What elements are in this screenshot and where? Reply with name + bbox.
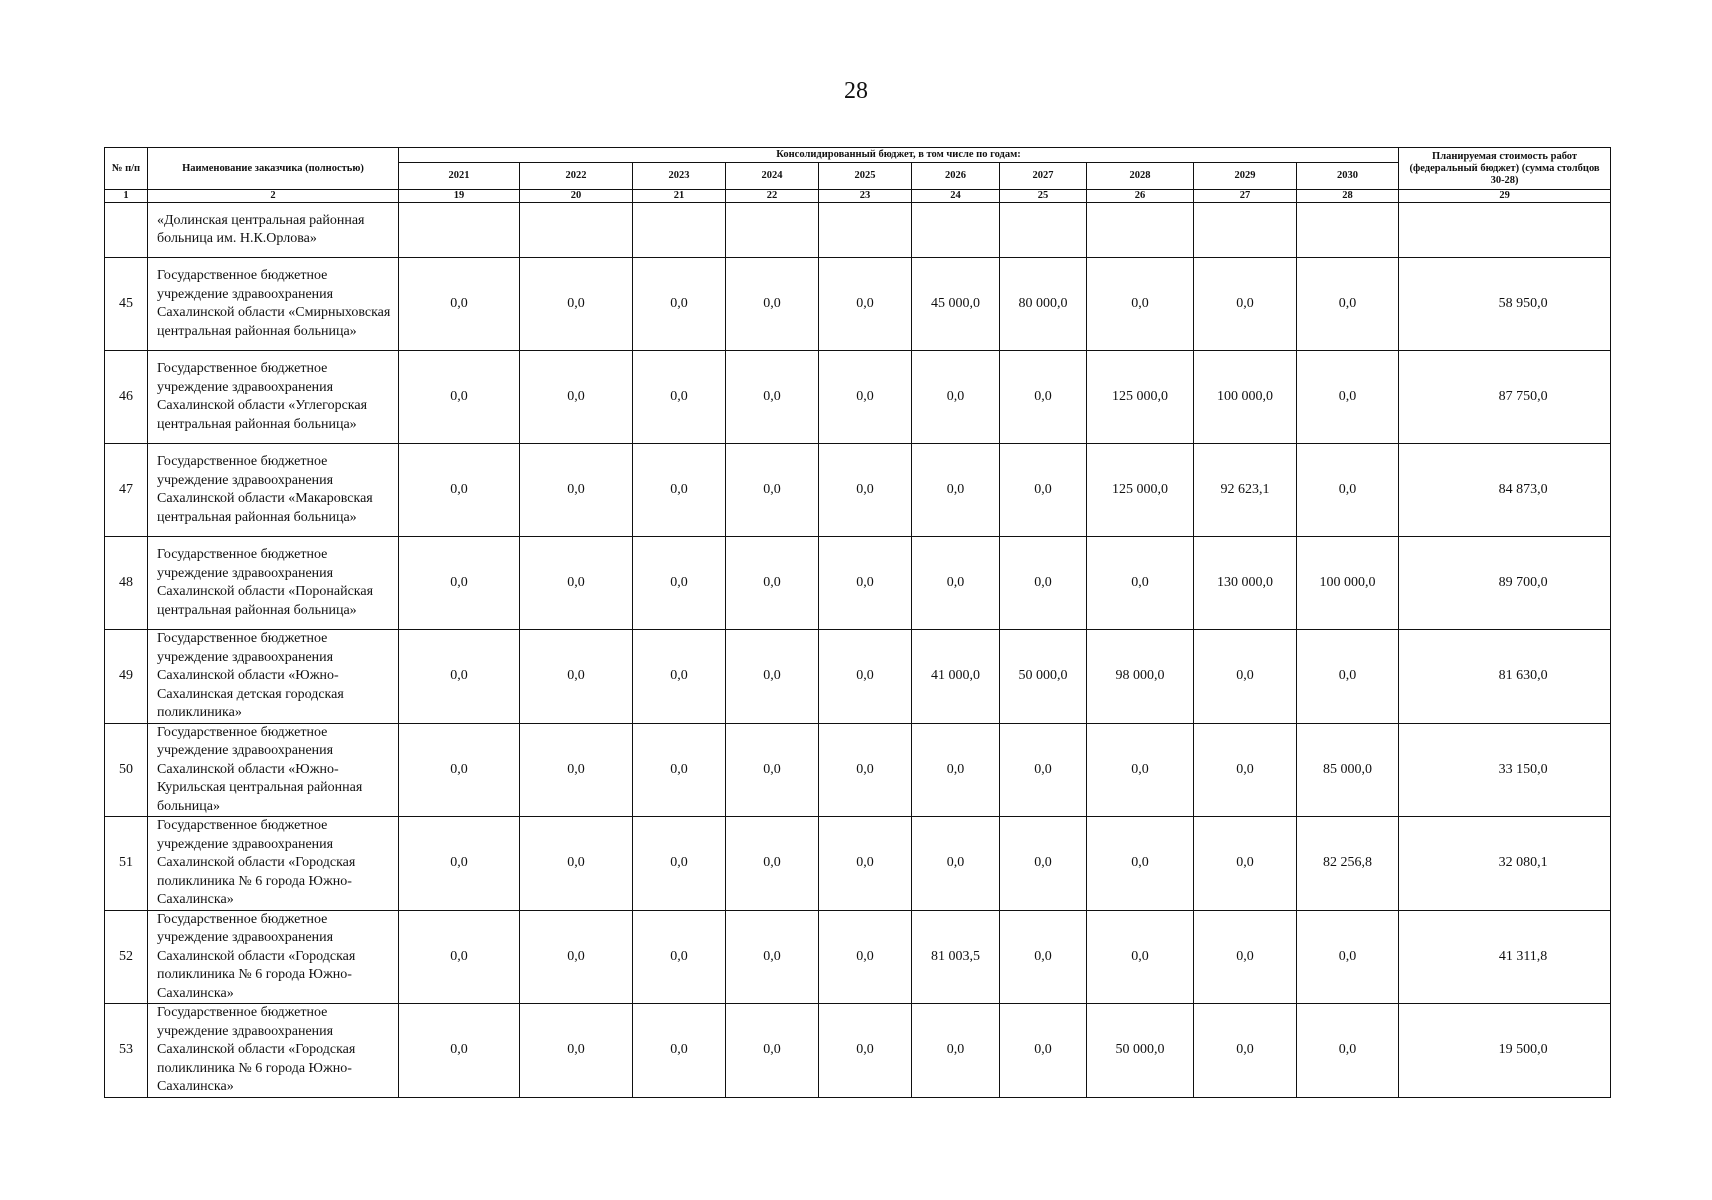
value-cell-2026: 0,0 — [912, 723, 1000, 817]
value-cell-2025: 0,0 — [819, 258, 912, 351]
value-cell-2026: 0,0 — [912, 351, 1000, 444]
value-cell-2021: 0,0 — [399, 910, 520, 1004]
column-number: 25 — [1000, 190, 1087, 203]
header-row-top — [105, 148, 1611, 163]
total-cell: 89 700,0 — [1399, 537, 1611, 630]
table-row — [105, 537, 1611, 630]
row-num-cell: 50 — [105, 723, 148, 817]
value-cell-2030: 0,0 — [1297, 351, 1399, 444]
table-body — [105, 203, 1611, 1098]
value-cell — [912, 203, 1000, 258]
value-cell-2026: 81 003,5 — [912, 910, 1000, 1004]
total-cell: 41 311,8 — [1399, 910, 1611, 1004]
row-num-cell: 53 — [105, 1004, 148, 1098]
value-cell-2027: 0,0 — [1000, 444, 1087, 537]
row-num-cell: 48 — [105, 537, 148, 630]
value-cell-2030: 0,0 — [1297, 630, 1399, 724]
value-cell-2030: 0,0 — [1297, 1004, 1399, 1098]
value-cell-2021: 0,0 — [399, 723, 520, 817]
header-year-2029: 2029 — [1194, 163, 1297, 190]
table-row — [105, 351, 1611, 444]
value-cell-2026: 0,0 — [912, 444, 1000, 537]
value-cell-2023: 0,0 — [633, 537, 726, 630]
value-cell-2024: 0,0 — [726, 537, 819, 630]
column-number: 1 — [105, 190, 148, 203]
value-cell-2024: 0,0 — [726, 351, 819, 444]
value-cell-2030: 0,0 — [1297, 444, 1399, 537]
value-cell-2028: 50 000,0 — [1087, 1004, 1194, 1098]
header-year-2030: 2030 — [1297, 163, 1399, 190]
total-cell: 32 080,1 — [1399, 817, 1611, 911]
column-number: 20 — [520, 190, 633, 203]
value-cell-2027: 0,0 — [1000, 817, 1087, 911]
table-row — [105, 1004, 1611, 1098]
value-cell — [1194, 203, 1297, 258]
header-year-2021: 2021 — [399, 163, 520, 190]
value-cell-2027: 0,0 — [1000, 537, 1087, 630]
total-cell: 81 630,0 — [1399, 630, 1611, 724]
value-cell-2028: 125 000,0 — [1087, 351, 1194, 444]
value-cell-2025: 0,0 — [819, 817, 912, 911]
value-cell-2022: 0,0 — [520, 444, 633, 537]
customer-name-cell: Государственное бюджетное учреждение здравоохранения Сахалинской области «Южно-Сахалинская детская городская поликлиника» — [148, 630, 399, 724]
value-cell-2024: 0,0 — [726, 817, 819, 911]
row-num-cell: 49 — [105, 630, 148, 724]
column-number: 2 — [148, 190, 399, 203]
column-number: 22 — [726, 190, 819, 203]
value-cell-2026: 45 000,0 — [912, 258, 1000, 351]
value-cell-2023: 0,0 — [633, 258, 726, 351]
header-year-2027: 2027 — [1000, 163, 1087, 190]
value-cell-2029: 0,0 — [1194, 723, 1297, 817]
value-cell — [1087, 203, 1194, 258]
value-cell-2028: 0,0 — [1087, 537, 1194, 630]
value-cell-2023: 0,0 — [633, 351, 726, 444]
column-numbers-row — [105, 190, 1611, 203]
header-customer: Наименование заказчика (полностью) — [148, 148, 399, 190]
value-cell-2026: 0,0 — [912, 537, 1000, 630]
value-cell-2029: 0,0 — [1194, 1004, 1297, 1098]
total-cell: 19 500,0 — [1399, 1004, 1611, 1098]
column-number: 23 — [819, 190, 912, 203]
value-cell-2021: 0,0 — [399, 817, 520, 911]
header-year-2025: 2025 — [819, 163, 912, 190]
value-cell-2022: 0,0 — [520, 351, 633, 444]
value-cell-2030: 0,0 — [1297, 258, 1399, 351]
value-cell — [633, 203, 726, 258]
value-cell-2028: 0,0 — [1087, 910, 1194, 1004]
value-cell-2029: 0,0 — [1194, 258, 1297, 351]
total-cell: 58 950,0 — [1399, 258, 1611, 351]
value-cell-2022: 0,0 — [520, 630, 633, 724]
row-num-cell: 45 — [105, 258, 148, 351]
value-cell-2029: 0,0 — [1194, 630, 1297, 724]
value-cell-2027: 0,0 — [1000, 910, 1087, 1004]
budget-table — [104, 147, 1611, 1098]
header-year-2024: 2024 — [726, 163, 819, 190]
row-num-cell: 47 — [105, 444, 148, 537]
value-cell-2026: 41 000,0 — [912, 630, 1000, 724]
customer-name-cell: Государственное бюджетное учреждение здравоохранения Сахалинской области «Смирныховская центральная районная больница» — [148, 258, 399, 351]
value-cell-2025: 0,0 — [819, 444, 912, 537]
value-cell-2027: 80 000,0 — [1000, 258, 1087, 351]
total-cell: 33 150,0 — [1399, 723, 1611, 817]
customer-name-cell: Государственное бюджетное учреждение здравоохранения Сахалинской области «Городская поликлиника № 6 города Южно-Сахалинска» — [148, 910, 399, 1004]
page-number: 28 — [844, 78, 868, 104]
header-year-2028: 2028 — [1087, 163, 1194, 190]
column-number: 24 — [912, 190, 1000, 203]
value-cell-2024: 0,0 — [726, 444, 819, 537]
total-cell — [1399, 203, 1611, 258]
value-cell — [1000, 203, 1087, 258]
value-cell-2021: 0,0 — [399, 444, 520, 537]
value-cell — [819, 203, 912, 258]
value-cell-2030: 82 256,8 — [1297, 817, 1399, 911]
value-cell-2027: 0,0 — [1000, 1004, 1087, 1098]
value-cell-2023: 0,0 — [633, 817, 726, 911]
value-cell-2022: 0,0 — [520, 537, 633, 630]
value-cell-2021: 0,0 — [399, 258, 520, 351]
value-cell-2029: 0,0 — [1194, 910, 1297, 1004]
total-cell: 87 750,0 — [1399, 351, 1611, 444]
value-cell — [1297, 203, 1399, 258]
value-cell-2025: 0,0 — [819, 351, 912, 444]
column-number: 19 — [399, 190, 520, 203]
value-cell-2028: 125 000,0 — [1087, 444, 1194, 537]
table-row — [105, 817, 1611, 911]
row-num-cell: 52 — [105, 910, 148, 1004]
value-cell-2024: 0,0 — [726, 723, 819, 817]
row-num-cell: 51 — [105, 817, 148, 911]
value-cell-2022: 0,0 — [520, 910, 633, 1004]
header-year-2023: 2023 — [633, 163, 726, 190]
value-cell-2023: 0,0 — [633, 444, 726, 537]
table-row — [105, 630, 1611, 724]
value-cell — [520, 203, 633, 258]
customer-name-cell: Государственное бюджетное учреждение здравоохранения Сахалинской области «Макаровская центральная районная больница» — [148, 444, 399, 537]
value-cell-2022: 0,0 — [520, 258, 633, 351]
value-cell-2029: 0,0 — [1194, 817, 1297, 911]
value-cell-2021: 0,0 — [399, 351, 520, 444]
table-row — [105, 723, 1611, 817]
value-cell-2025: 0,0 — [819, 723, 912, 817]
customer-name-cell: Государственное бюджетное учреждение здравоохранения Сахалинской области «Углегорская центральная районная больница» — [148, 351, 399, 444]
value-cell-2030: 0,0 — [1297, 910, 1399, 1004]
row-num-cell: 46 — [105, 351, 148, 444]
value-cell-2028: 0,0 — [1087, 258, 1194, 351]
column-number: 29 — [1399, 190, 1611, 203]
header-planned-cost: Планируемая стоимость работ (федеральный бюджет) (сумма столбцов 30-28) — [1399, 148, 1611, 190]
table-row — [105, 910, 1611, 1004]
total-cell: 84 873,0 — [1399, 444, 1611, 537]
header-consolidated-budget: Консолидированный бюджет, в том числе по годам: — [399, 148, 1399, 163]
value-cell-2023: 0,0 — [633, 723, 726, 817]
column-number: 28 — [1297, 190, 1399, 203]
column-number: 21 — [633, 190, 726, 203]
value-cell-2023: 0,0 — [633, 910, 726, 1004]
header-year-2022: 2022 — [520, 163, 633, 190]
value-cell-2028: 0,0 — [1087, 723, 1194, 817]
customer-name-cell: Государственное бюджетное учреждение здравоохранения Сахалинской области «Южно-Курильская центральная районная больница» — [148, 723, 399, 817]
row-num-cell — [105, 203, 148, 258]
customer-name-cell: Государственное бюджетное учреждение здравоохранения Сахалинской области «Поронайская центральная районная больница» — [148, 537, 399, 630]
value-cell-2028: 98 000,0 — [1087, 630, 1194, 724]
column-number: 26 — [1087, 190, 1194, 203]
table-row — [105, 258, 1611, 351]
value-cell-2029: 130 000,0 — [1194, 537, 1297, 630]
value-cell-2024: 0,0 — [726, 1004, 819, 1098]
value-cell — [399, 203, 520, 258]
header-num: № п/п — [105, 148, 148, 190]
value-cell-2023: 0,0 — [633, 1004, 726, 1098]
value-cell-2027: 0,0 — [1000, 351, 1087, 444]
value-cell-2030: 85 000,0 — [1297, 723, 1399, 817]
value-cell-2022: 0,0 — [520, 1004, 633, 1098]
value-cell-2027: 0,0 — [1000, 723, 1087, 817]
value-cell-2029: 100 000,0 — [1194, 351, 1297, 444]
value-cell-2021: 0,0 — [399, 1004, 520, 1098]
customer-name-cell: Государственное бюджетное учреждение здравоохранения Сахалинской области «Городская поликлиника № 6 города Южно-Сахалинска» — [148, 817, 399, 911]
table-row-continuation — [105, 203, 1611, 258]
value-cell-2028: 0,0 — [1087, 817, 1194, 911]
value-cell-2025: 0,0 — [819, 1004, 912, 1098]
customer-name-cell: «Долинская центральная районная больница им. Н.К.Орлова» — [148, 203, 399, 258]
value-cell-2022: 0,0 — [520, 817, 633, 911]
value-cell — [726, 203, 819, 258]
value-cell-2023: 0,0 — [633, 630, 726, 724]
value-cell-2025: 0,0 — [819, 910, 912, 1004]
value-cell-2024: 0,0 — [726, 910, 819, 1004]
value-cell-2029: 92 623,1 — [1194, 444, 1297, 537]
value-cell-2026: 0,0 — [912, 817, 1000, 911]
value-cell-2024: 0,0 — [726, 630, 819, 724]
value-cell-2022: 0,0 — [520, 723, 633, 817]
header-year-2026: 2026 — [912, 163, 1000, 190]
column-number: 27 — [1194, 190, 1297, 203]
value-cell-2025: 0,0 — [819, 537, 912, 630]
table-row — [105, 444, 1611, 537]
value-cell-2026: 0,0 — [912, 1004, 1000, 1098]
customer-name-cell: Государственное бюджетное учреждение здравоохранения Сахалинской области «Городская поликлиника № 6 города Южно-Сахалинска» — [148, 1004, 399, 1098]
value-cell-2027: 50 000,0 — [1000, 630, 1087, 724]
value-cell-2030: 100 000,0 — [1297, 537, 1399, 630]
value-cell-2025: 0,0 — [819, 630, 912, 724]
value-cell-2021: 0,0 — [399, 537, 520, 630]
value-cell-2024: 0,0 — [726, 258, 819, 351]
value-cell-2021: 0,0 — [399, 630, 520, 724]
